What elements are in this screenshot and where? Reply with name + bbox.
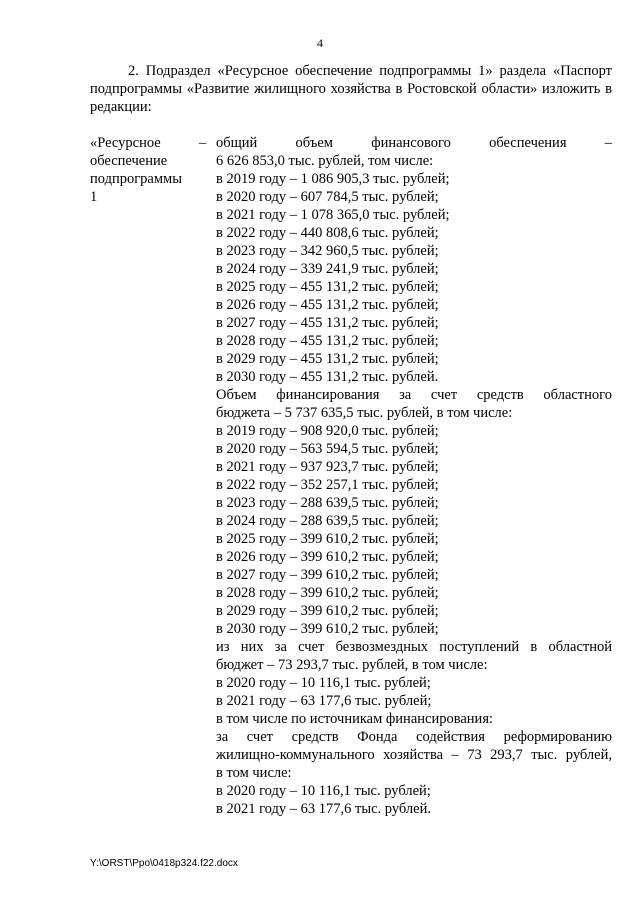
gratuitous-amount: бюджет – 73 293,7 тыс. рублей, в том числе: xyxy=(216,657,488,673)
total-year-line: в 2022 году – 440 808,6 тыс. рублей; xyxy=(216,225,439,241)
footer-file-path: Y:\ORST\Ppo\0418p324.f22.docx xyxy=(90,858,238,869)
regional-year-line: в 2025 году – 399 610,2 тыс. рублей; xyxy=(216,531,439,547)
funding-sources-line: в том числе по источникам финансирования: xyxy=(216,711,494,727)
regional-amount: бюджета – 5 737 635,5 тыс. рублей, в том числе: xyxy=(216,405,513,421)
total-year-line: в 2024 году – 339 241,9 тыс. рублей; xyxy=(216,261,439,277)
regional-year-line: в 2020 году – 563 594,5 тыс. рублей; xyxy=(216,441,439,457)
total-year-line: в 2026 году – 455 131,2 тыс. рублей; xyxy=(216,297,439,313)
total-year-line: в 2021 году – 1 078 365,0 тыс. рублей; xyxy=(216,207,450,223)
funding-details xyxy=(216,134,612,818)
total-year-line: в 2020 году – 607 784,5 тыс. рублей; xyxy=(216,189,439,205)
total-year-line: в 2019 году – 1 086 905,3 тыс. рублей; xyxy=(216,171,450,187)
fund-year-line: в 2020 году – 10 116,1 тыс. рублей; xyxy=(216,783,431,799)
fund-including: в том числе: xyxy=(216,765,292,781)
total-year-line: в 2028 году – 455 131,2 тыс. рублей; xyxy=(216,333,439,349)
regional-year-line: в 2024 году – 288 639,5 тыс. рублей; xyxy=(216,513,439,529)
total-year-line: в 2025 году – 455 131,2 тыс. рублей; xyxy=(216,279,439,295)
total-amount: 6 626 853,0 тыс. рублей, том числе: xyxy=(216,153,434,169)
intro-paragraph: 2. Подраздел «Ресурсное обеспечение подпрограммы 1» раздела «Паспорт подпрограммы «Развитие жилищного хозяйства в Ростовской области» изложить в редакции: xyxy=(90,63,612,115)
section-label-line: «Ресурсное xyxy=(90,135,161,151)
total-year-line: в 2029 году – 455 131,2 тыс. рублей; xyxy=(216,351,439,367)
label-dash: – xyxy=(199,135,207,151)
fund-heading-line2: жилищно-коммунального хозяйства – 73 293,7 тыс. рублей, xyxy=(216,747,612,763)
total-year-line: в 2023 году – 342 960,5 тыс. рублей; xyxy=(216,243,439,259)
regional-year-line: в 2030 году – 399 610,2 тыс. рублей; xyxy=(216,621,439,637)
fund-heading: за счет средств Фонда содействия реформированию xyxy=(216,729,612,745)
gratuitous-year-line: в 2020 году – 10 116,1 тыс. рублей; xyxy=(216,675,431,691)
regional-year-line: в 2022 году – 352 257,1 тыс. рублей; xyxy=(216,477,439,493)
regional-heading: Объем финансирования за счет средств областного xyxy=(216,387,612,403)
section-label-line: обеспечение xyxy=(90,153,168,169)
regional-year-line: в 2021 году – 937 923,7 тыс. рублей; xyxy=(216,459,439,475)
section-label-line: подпрограммы 1 xyxy=(90,171,182,205)
fund-year-line: в 2021 году – 63 177,6 тыс. рублей. xyxy=(216,801,431,817)
gratuitous-heading: из них за счет безвозмездных поступлений в областной xyxy=(216,639,612,655)
regional-year-line: в 2026 году – 399 610,2 тыс. рублей; xyxy=(216,549,439,565)
total-year-line: в 2027 году – 455 131,2 тыс. рублей; xyxy=(216,315,439,331)
page-number: 4 xyxy=(317,36,323,50)
regional-year-line: в 2027 году – 399 610,2 тыс. рублей; xyxy=(216,567,439,583)
total-year-line: в 2030 году – 455 131,2 тыс. рублей. xyxy=(216,369,439,385)
section-label xyxy=(90,134,190,206)
total-heading: общий объем финансового обеспечения – xyxy=(216,135,612,151)
regional-year-line: в 2029 году – 399 610,2 тыс. рублей; xyxy=(216,603,439,619)
regional-year-line: в 2028 году – 399 610,2 тыс. рублей; xyxy=(216,585,439,601)
gratuitous-year-line: в 2021 году – 63 177,6 тыс. рублей; xyxy=(216,693,432,709)
regional-year-line: в 2023 году – 288 639,5 тыс. рублей; xyxy=(216,495,439,511)
regional-year-line: в 2019 году – 908 920,0 тыс. рублей; xyxy=(216,423,439,439)
